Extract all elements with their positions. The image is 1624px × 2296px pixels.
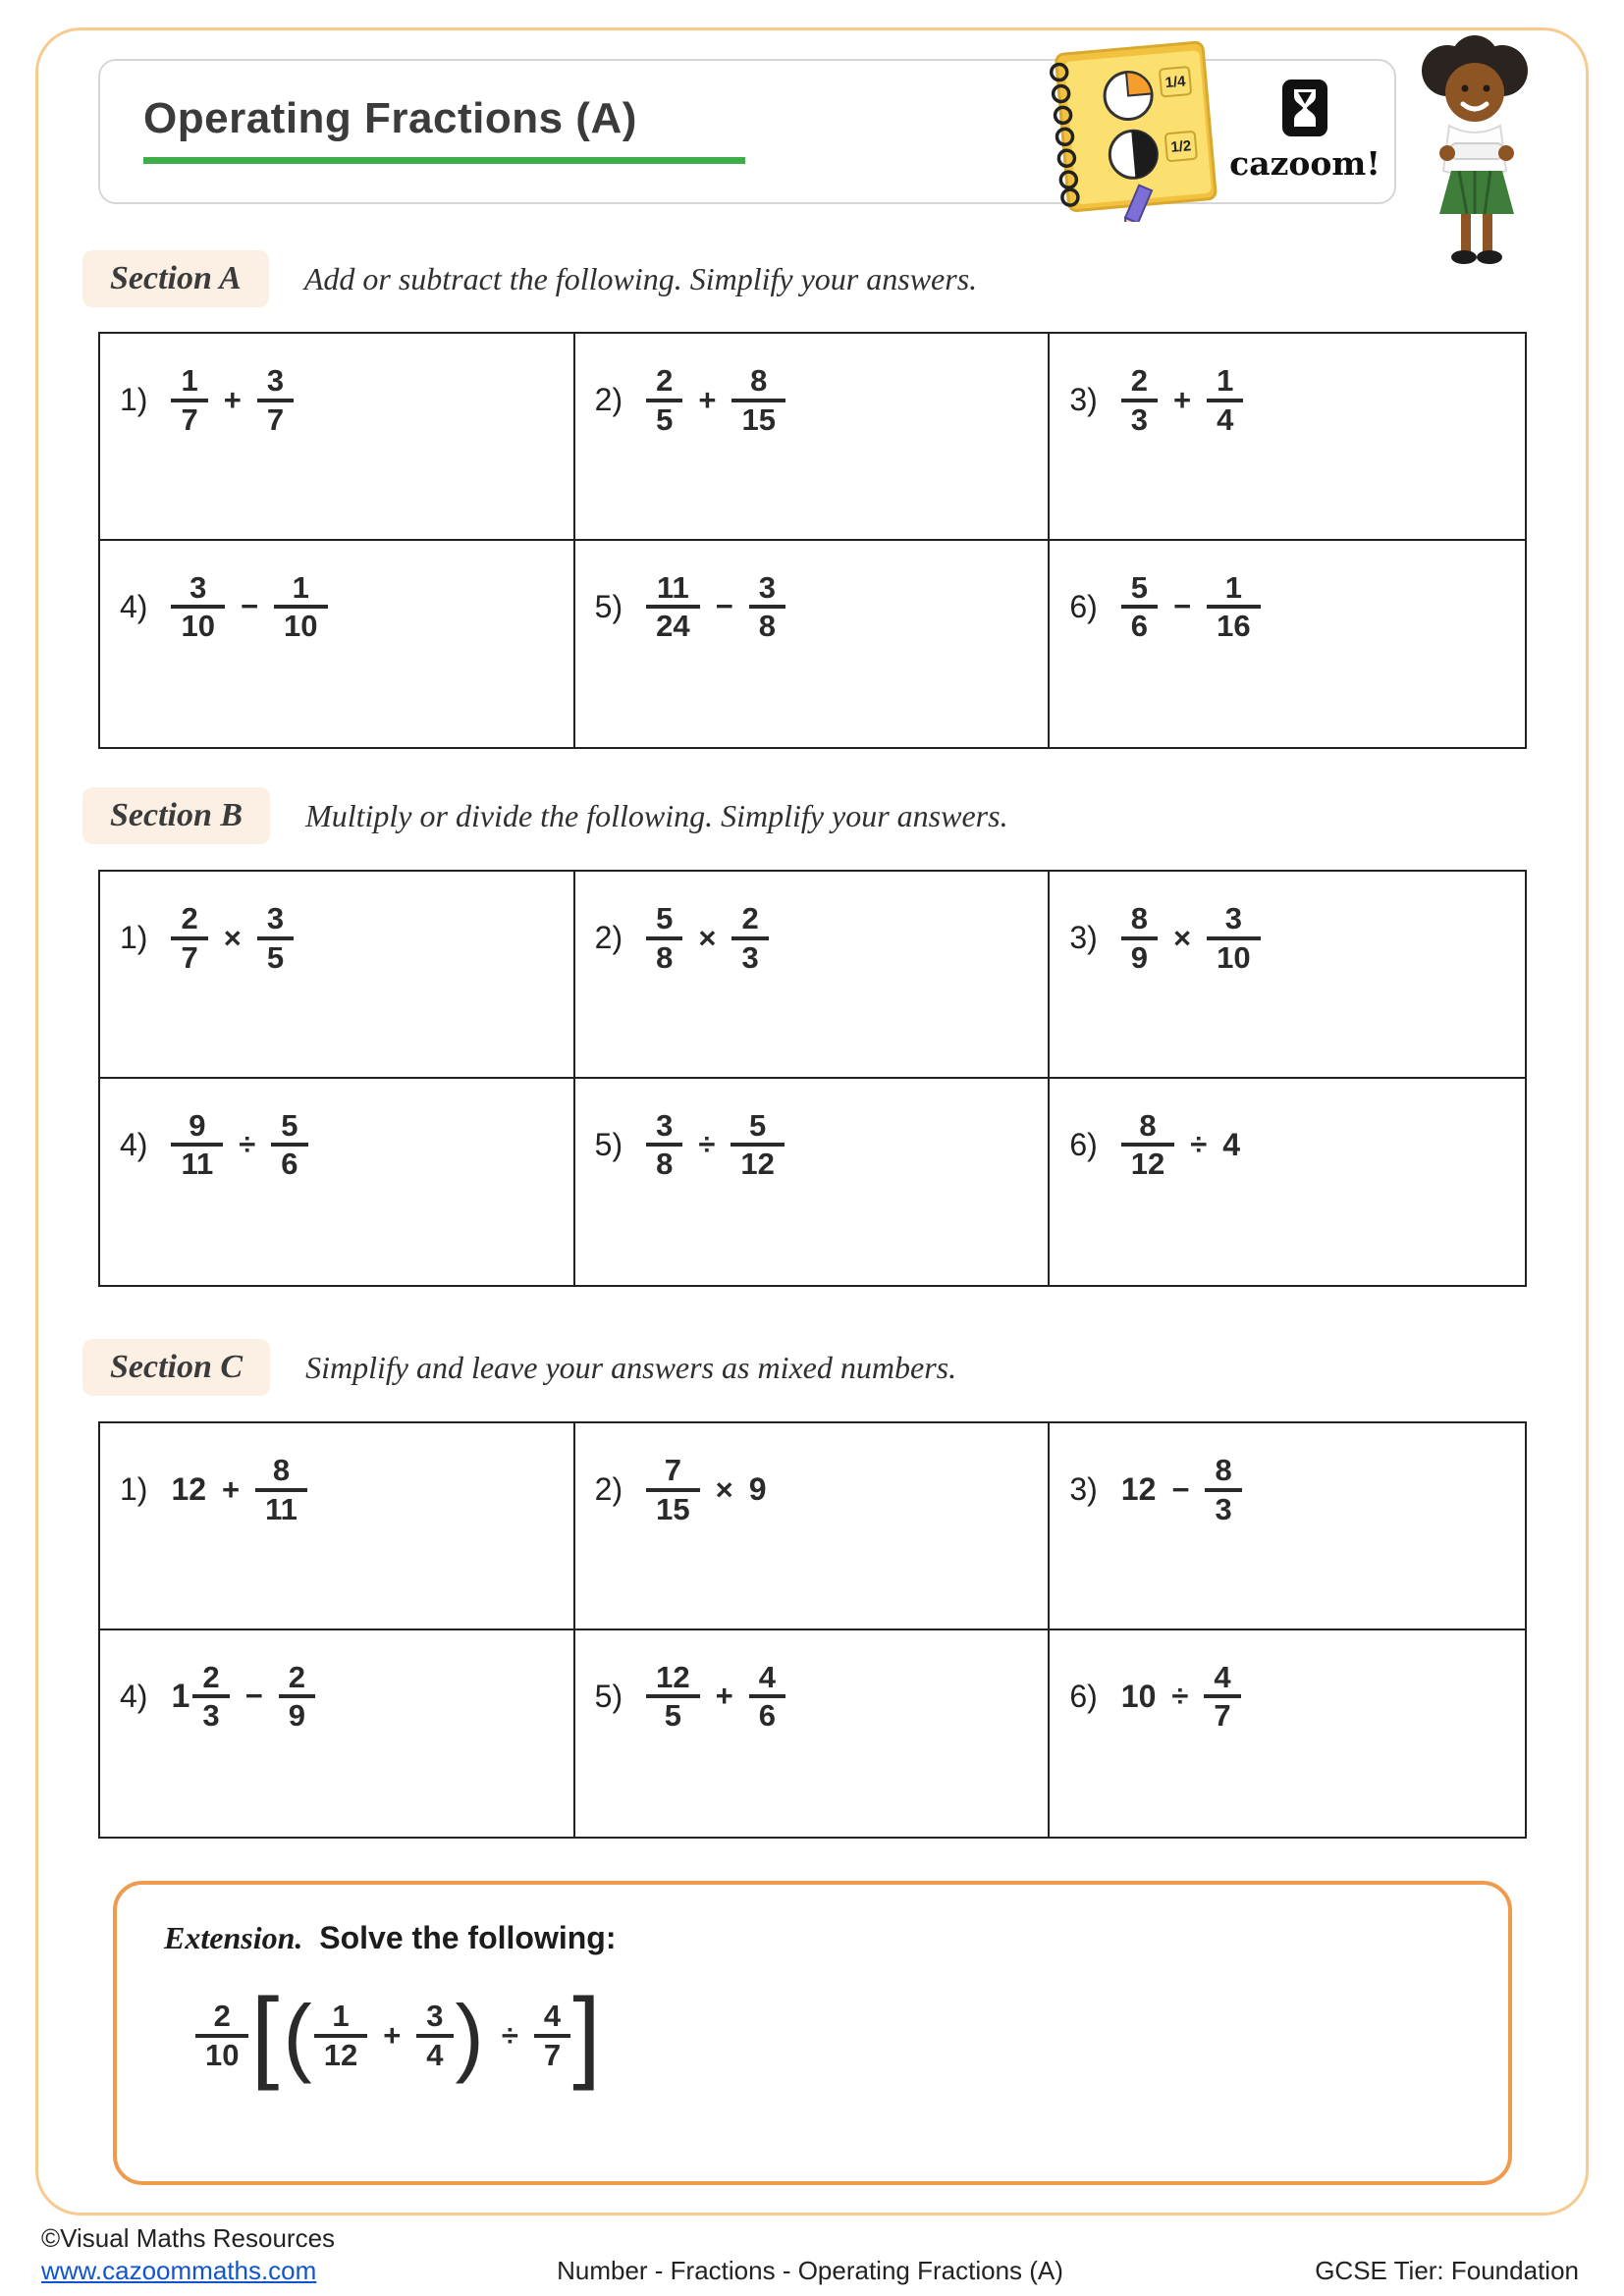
fraction — [1121, 363, 1158, 437]
whole-number: 1 — [171, 1677, 190, 1715]
website-link[interactable]: www.cazoommaths.com — [41, 2255, 317, 2285]
denominator: 4 — [1207, 399, 1243, 438]
fraction — [171, 570, 224, 644]
problem-cell — [1050, 1079, 1525, 1286]
problem-expression — [595, 570, 1029, 644]
problem-number: 3) — [1069, 1471, 1098, 1508]
problem-expression — [120, 363, 554, 437]
numerator: 9 — [189, 1107, 206, 1143]
problem-number: 5) — [594, 1678, 623, 1714]
integer: 10 — [1120, 1678, 1157, 1714]
bracket: ] — [572, 1978, 602, 2092]
fraction — [534, 1999, 570, 2072]
fraction — [731, 1108, 784, 1182]
problem-cell — [100, 334, 575, 541]
operator: × — [223, 920, 242, 955]
problem-number: 2) — [594, 1471, 623, 1508]
fraction — [171, 1108, 223, 1182]
numerator: 4 — [543, 1999, 562, 2034]
problem-cell — [1050, 334, 1525, 541]
section-c-table — [98, 1421, 1527, 1839]
fraction — [1121, 1108, 1174, 1182]
cazoom-logo-text: cazoom! — [1229, 144, 1380, 183]
problem-expression — [1069, 570, 1505, 644]
footer-tier: GCSE Tier: Foundation — [1315, 2256, 1579, 2285]
operator: ÷ — [1190, 1127, 1208, 1162]
problem-expression — [595, 1660, 1029, 1734]
fraction — [731, 901, 768, 975]
operator: + — [715, 1679, 733, 1714]
operator: + — [1173, 382, 1192, 417]
fraction — [749, 570, 785, 644]
fraction — [1121, 901, 1158, 975]
problem-cell — [1050, 541, 1525, 748]
denominator: 12 — [314, 2034, 367, 2073]
denominator: 3 — [1205, 1488, 1241, 1527]
problem-number: 4) — [120, 1126, 148, 1162]
fraction — [646, 1453, 699, 1526]
numerator: 3 — [758, 569, 776, 605]
problem-number: 4) — [120, 1678, 148, 1714]
section-b-label: Section B — [82, 787, 270, 844]
problem-expression — [595, 363, 1029, 437]
operator: + — [222, 1471, 241, 1507]
fraction — [416, 1999, 453, 2072]
denominator: 7 — [171, 399, 207, 438]
fraction — [271, 1108, 307, 1182]
numerator: 2 — [741, 901, 759, 935]
integer: 12 — [171, 1471, 207, 1508]
denominator: 8 — [749, 605, 785, 644]
section-c-instruction: Simplify and leave your answers as mixed numbers. — [305, 1349, 957, 1385]
numerator: 3 — [266, 901, 285, 935]
section-a-instruction: Add or subtract the following. Simplify your answers. — [303, 260, 978, 296]
numerator: 3 — [1224, 901, 1242, 935]
fraction — [749, 1660, 785, 1734]
section-b-instruction: Multiply or divide the following. Simplify your answers. — [305, 797, 1008, 833]
fraction — [1205, 1453, 1241, 1526]
denominator: 6 — [749, 1694, 785, 1734]
denominator: 16 — [1207, 605, 1260, 644]
problem-cell — [575, 1423, 1051, 1630]
operator: − — [244, 1679, 263, 1714]
problem-expression — [595, 1453, 1029, 1526]
denominator: 11 — [171, 1143, 223, 1182]
denominator: 10 — [274, 605, 327, 644]
fraction — [731, 363, 785, 437]
numerator: 3 — [656, 1107, 674, 1143]
numerator: 1 — [1217, 363, 1234, 398]
problem-number: 1) — [120, 920, 148, 956]
problem-cell — [100, 1423, 575, 1630]
extension-box — [113, 1881, 1512, 2185]
problem-cell — [100, 1630, 575, 1838]
numerator: 8 — [1139, 1107, 1157, 1143]
denominator: 3 — [1121, 399, 1158, 438]
numerator: 3 — [426, 1999, 444, 2034]
section-b-header — [82, 787, 1526, 844]
extension-label: Extension. — [164, 1920, 303, 1955]
section-c-label: Section C — [82, 1339, 270, 1396]
fraction — [646, 570, 699, 644]
problem-number: 6) — [1069, 1678, 1098, 1714]
numerator: 1 — [1224, 569, 1242, 605]
problem-number: 2) — [594, 382, 623, 418]
integer: 12 — [1120, 1471, 1157, 1508]
problem-expression — [595, 901, 1029, 975]
fraction — [257, 363, 294, 437]
problem-expression — [120, 1108, 554, 1182]
fraction — [1207, 570, 1260, 644]
fraction — [646, 901, 682, 975]
operator: − — [1173, 589, 1192, 624]
operator: × — [698, 920, 717, 955]
fraction — [274, 570, 327, 644]
problem-expression — [1069, 1660, 1505, 1734]
numerator: 3 — [189, 569, 207, 605]
operator: − — [240, 589, 259, 624]
integer: 4 — [1222, 1126, 1241, 1162]
numerator: 8 — [1130, 901, 1149, 935]
operator: ÷ — [501, 2017, 518, 2053]
numerator: 2 — [181, 901, 198, 935]
operator: + — [698, 382, 717, 417]
operator: × — [1173, 920, 1192, 955]
problem-cell — [575, 334, 1051, 541]
notepad-fraction-quarter: 1/4 — [1164, 73, 1187, 92]
mixed-number — [171, 1660, 229, 1734]
denominator: 9 — [279, 1694, 315, 1734]
problem-number: 3) — [1069, 382, 1098, 418]
denominator: 8 — [646, 936, 682, 976]
fraction — [1207, 901, 1260, 975]
denominator: 3 — [731, 936, 768, 976]
problem-expression — [120, 1453, 554, 1526]
problem-number: 6) — [1069, 1126, 1098, 1162]
copyright-text: ©Visual Maths Resources — [41, 2223, 336, 2253]
numerator: 4 — [758, 1659, 776, 1694]
problem-cell — [575, 541, 1051, 748]
bracket: ) — [455, 1987, 484, 2085]
numerator: 2 — [202, 1659, 220, 1694]
problem-expression — [1069, 901, 1505, 975]
denominator: 11 — [255, 1488, 307, 1527]
fraction — [171, 363, 207, 437]
numerator: 2 — [656, 363, 674, 398]
denominator: 7 — [534, 2034, 570, 2073]
denominator: 10 — [195, 2034, 248, 2073]
denominator: 15 — [646, 1488, 699, 1527]
numerator: 1 — [181, 363, 198, 398]
extension-expression — [195, 1978, 1461, 2092]
problem-number: 5) — [594, 1126, 623, 1162]
section-a-label: Section A — [82, 250, 269, 307]
hourglass-icon — [1281, 79, 1328, 142]
denominator: 7 — [171, 936, 207, 976]
denominator: 10 — [1207, 936, 1260, 976]
operator: + — [383, 2017, 402, 2053]
section-a-header — [82, 250, 1526, 307]
fraction — [1121, 570, 1158, 644]
cazoom-logo — [1221, 79, 1388, 183]
fraction — [646, 1108, 682, 1182]
numerator: 8 — [750, 363, 768, 398]
numerator: 11 — [656, 569, 689, 605]
numerator: 2 — [213, 1999, 231, 2034]
numerator: 3 — [266, 363, 285, 398]
denominator: 15 — [731, 399, 785, 438]
problem-number: 1) — [120, 1471, 148, 1508]
denominator: 6 — [271, 1143, 307, 1182]
numerator: 8 — [272, 1453, 291, 1487]
numerator: 1 — [332, 1999, 350, 2034]
denominator: 9 — [1121, 936, 1158, 976]
fraction — [1207, 363, 1243, 437]
notepad-fraction-half: 1/2 — [1169, 137, 1192, 156]
problem-cell — [100, 872, 575, 1079]
denominator: 5 — [257, 936, 294, 976]
problem-number: 2) — [594, 920, 623, 956]
denominator: 5 — [646, 1694, 699, 1734]
fraction — [195, 1999, 248, 2072]
problem-cell — [1050, 1630, 1525, 1838]
notepad-icon — [1021, 35, 1227, 222]
problem-number: 4) — [120, 588, 148, 624]
fraction — [192, 1660, 229, 1734]
problem-cell — [575, 1630, 1051, 1838]
operator: − — [1171, 1471, 1190, 1507]
fraction — [1204, 1660, 1240, 1734]
bracket: ( — [283, 1987, 312, 2085]
denominator: 10 — [171, 605, 224, 644]
problem-number: 6) — [1069, 588, 1098, 624]
denominator: 7 — [257, 399, 294, 438]
extension-heading — [164, 1920, 1461, 1956]
numerator: 5 — [281, 1107, 298, 1143]
fraction — [314, 1999, 367, 2072]
problem-cell — [575, 872, 1051, 1079]
operator: ÷ — [698, 1127, 716, 1162]
problem-expression — [120, 570, 554, 644]
problem-number: 5) — [594, 588, 623, 624]
problem-cell — [100, 541, 575, 748]
denominator: 6 — [1121, 605, 1158, 644]
footer-breadcrumb: Number - Fractions - Operating Fractions (A) — [557, 2256, 1063, 2285]
problem-expression — [120, 901, 554, 975]
student-character-icon — [1398, 35, 1555, 271]
fraction — [646, 363, 682, 437]
numerator: 5 — [1130, 569, 1149, 605]
fraction — [255, 1453, 307, 1526]
operator: × — [715, 1471, 733, 1507]
denominator: 12 — [1121, 1143, 1174, 1182]
denominator: 4 — [416, 2034, 453, 2073]
section-b-table — [98, 870, 1527, 1287]
problem-cell — [575, 1079, 1051, 1286]
numerator: 12 — [656, 1659, 690, 1694]
operator: + — [223, 382, 242, 417]
problem-expression — [120, 1660, 554, 1734]
bracket: [ — [250, 1978, 280, 2092]
operator: − — [715, 589, 733, 624]
fraction — [279, 1660, 315, 1734]
denominator: 12 — [731, 1143, 784, 1182]
denominator: 24 — [646, 605, 699, 644]
numerator: 7 — [664, 1453, 681, 1487]
problem-cell — [100, 1079, 575, 1286]
extension-instruction: Solve the following: — [319, 1920, 617, 1955]
numerator: 8 — [1215, 1453, 1232, 1487]
fraction — [257, 901, 294, 975]
problem-expression — [595, 1108, 1029, 1182]
problem-number: 1) — [120, 382, 148, 418]
integer: 9 — [748, 1471, 767, 1508]
page-title: Operating Fractions (A) — [143, 94, 745, 164]
problem-expression — [1069, 363, 1505, 437]
numerator: 1 — [292, 569, 309, 605]
denominator: 5 — [646, 399, 682, 438]
fraction — [646, 1660, 699, 1734]
problem-expression — [1069, 1108, 1505, 1182]
operator: ÷ — [1171, 1679, 1189, 1714]
fraction — [171, 901, 207, 975]
numerator: 2 — [288, 1659, 305, 1694]
problem-number: 3) — [1069, 920, 1098, 956]
problem-expression — [1069, 1453, 1505, 1526]
numerator: 5 — [748, 1107, 767, 1143]
numerator: 2 — [1130, 363, 1149, 398]
denominator: 7 — [1204, 1694, 1240, 1734]
problem-cell — [1050, 872, 1525, 1079]
denominator: 8 — [646, 1143, 682, 1182]
denominator: 3 — [192, 1694, 229, 1734]
numerator: 4 — [1214, 1659, 1231, 1694]
section-c-header — [82, 1339, 1526, 1396]
operator: ÷ — [239, 1127, 256, 1162]
section-a-table — [98, 332, 1527, 749]
numerator: 5 — [656, 901, 674, 935]
problem-cell — [1050, 1423, 1525, 1630]
